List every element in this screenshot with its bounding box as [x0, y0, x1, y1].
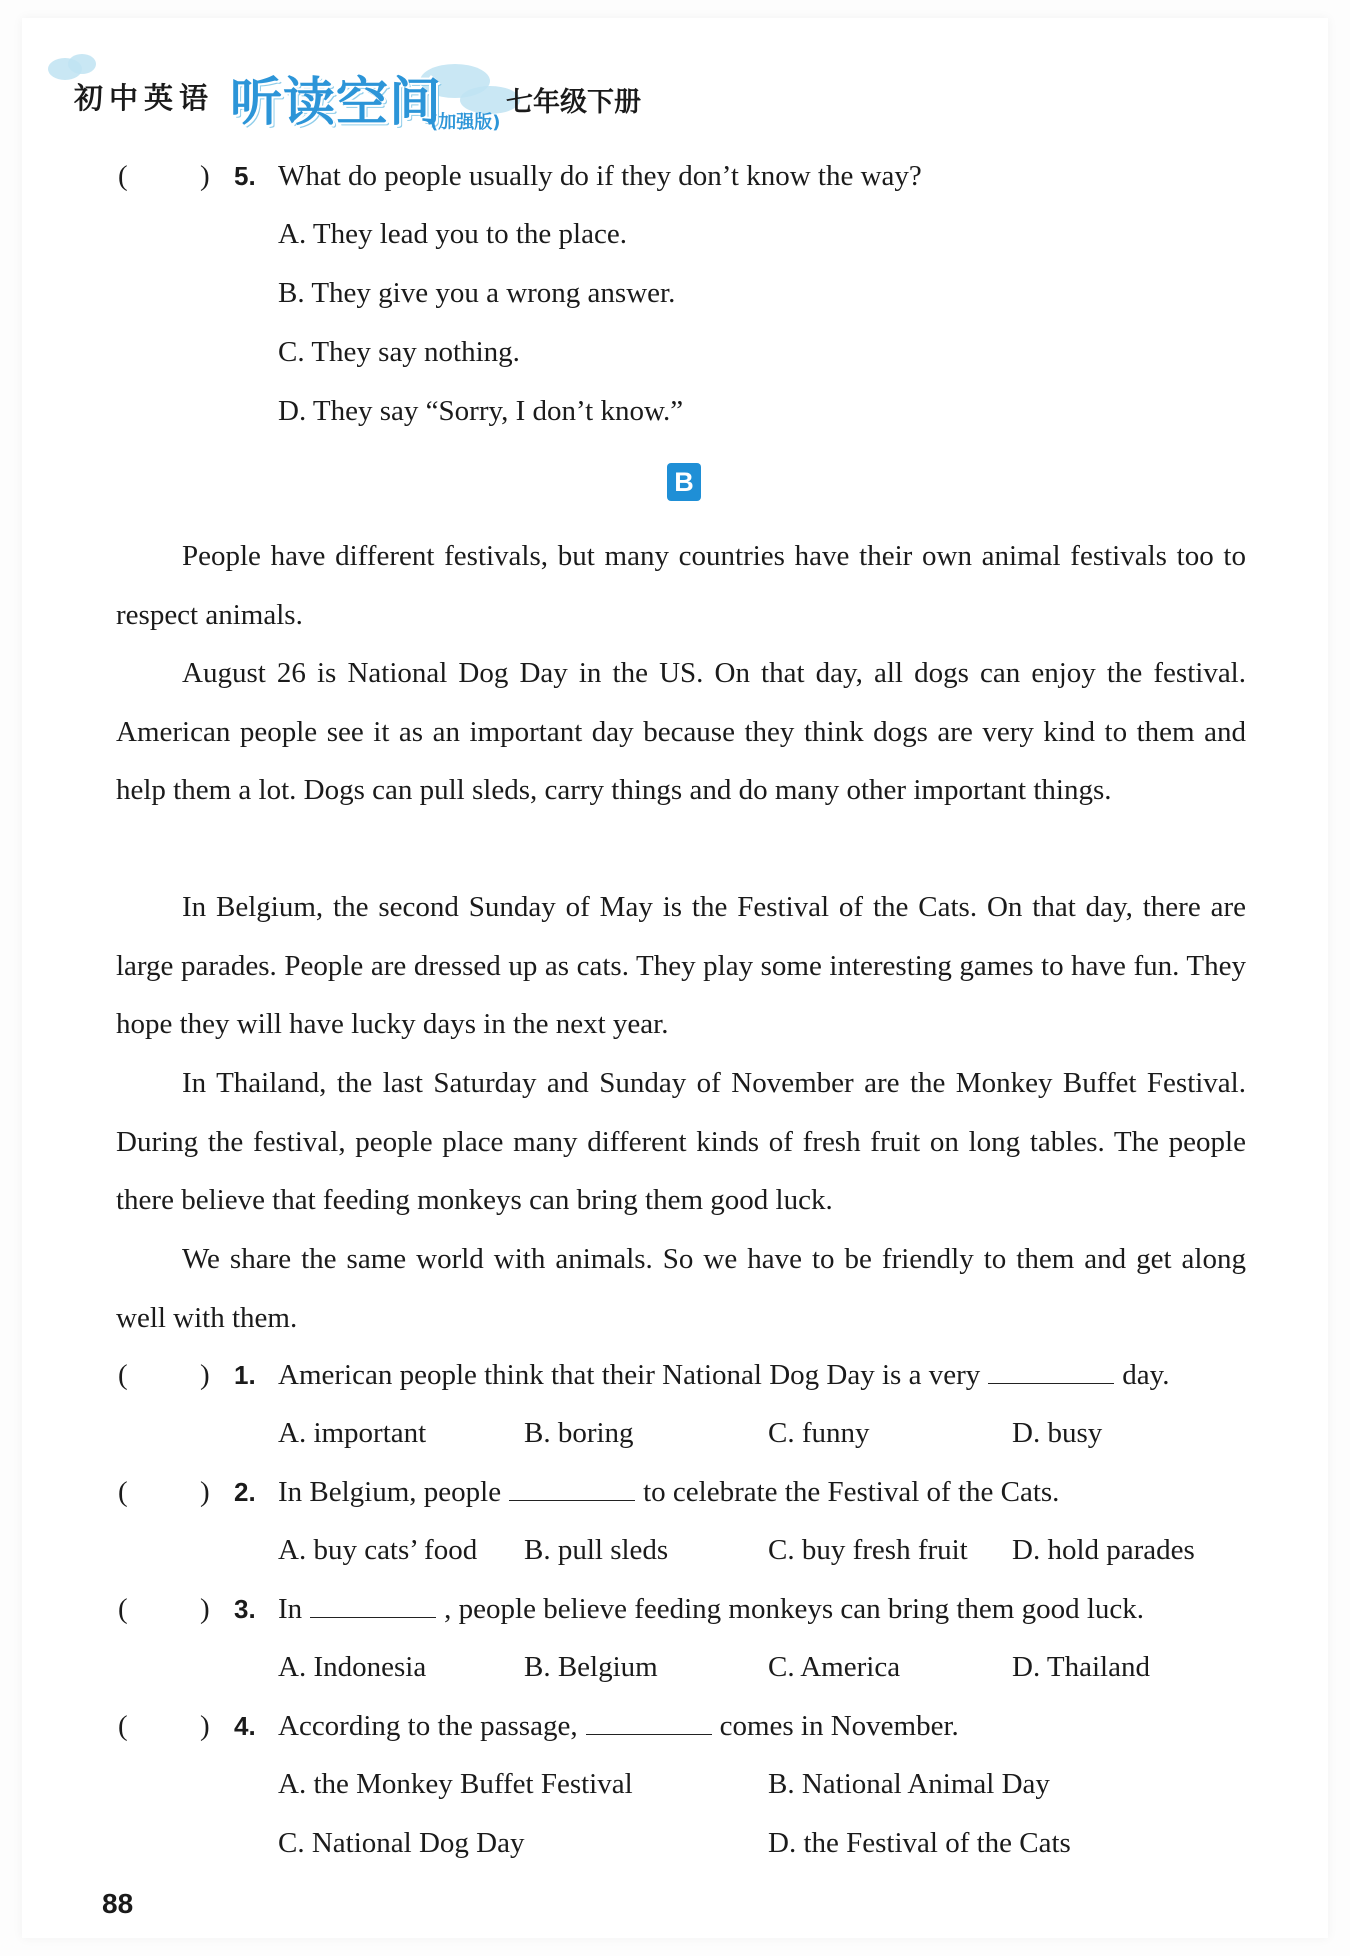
- option-b: B. National Animal Day: [768, 1768, 1050, 1800]
- answer-bracket-open: (: [118, 1359, 128, 1391]
- edition-label: (加强版): [430, 112, 501, 133]
- passage-paragraph: People have different festivals, but many countries have their own animal festivals too to respect animals.: [116, 540, 1246, 631]
- grade-label: 七年级下册: [506, 87, 641, 118]
- question-text: , people believe feeding monkeys can bring them good luck.: [444, 1593, 1144, 1625]
- question-text: What do people usually do if they don’t know the way?: [278, 160, 922, 192]
- cloud-decoration: [68, 54, 96, 74]
- option-b: B. boring: [524, 1417, 634, 1449]
- option-d: D. busy: [1012, 1417, 1103, 1449]
- passage-paragraph: In Belgium, the second Sunday of May is the Festival of the Cats. On that day, there are large parades. People are dressed up as cats. They play some interesting games to have fun. They hope they will have lucky days in the next year.: [116, 891, 1246, 1041]
- answer-bracket-close: ): [200, 160, 210, 192]
- option-a: A. They lead you to the place.: [278, 218, 627, 250]
- option-b: B. pull sleds: [524, 1534, 669, 1566]
- passage-paragraph: We share the same world with animals. So we have to be friendly to them and get along well with them.: [116, 1243, 1246, 1334]
- answer-bracket-close: ): [200, 1476, 210, 1508]
- answer-bracket-open: (: [118, 1710, 128, 1742]
- question-text: day.: [1122, 1359, 1170, 1391]
- answer-blank[interactable]: [988, 1355, 1114, 1384]
- question-number: 4.: [234, 1711, 256, 1741]
- question-text: In Belgium, people: [278, 1476, 502, 1508]
- question-text: According to the passage,: [278, 1710, 578, 1742]
- question-text: American people think that their National Dog Day is a very: [278, 1359, 981, 1391]
- brand-logo-text: 听读空间: [230, 73, 443, 133]
- question-number: 2.: [234, 1477, 256, 1507]
- answer-blank[interactable]: [310, 1589, 436, 1618]
- question-text: In: [278, 1593, 303, 1625]
- option-d: D. the Festival of the Cats: [768, 1827, 1071, 1859]
- answer-blank[interactable]: [509, 1472, 635, 1501]
- page-header: [42, 52, 742, 142]
- option-a: A. Indonesia: [278, 1651, 427, 1683]
- option-c: C. buy fresh fruit: [768, 1534, 968, 1566]
- option-c: C. America: [768, 1651, 901, 1683]
- option-d: D. They say “Sorry, I don’t know.”: [278, 395, 684, 427]
- passage-paragraph: In Thailand, the last Saturday and Sunday of November are the Monkey Buffet Festival. During the festival, people place many different kinds of fresh fruit on long tables. The people there believe that feeding monkeys can bring them good luck.: [116, 1067, 1246, 1217]
- passage-paragraph: August 26 is National Dog Day in the US. On that day, all dogs can enjoy the festival. American people see it as an important day because they think dogs are very kind to them and help them a lot. Dogs can pull sleds, carry things and do many other important things.: [116, 657, 1246, 807]
- option-d: D. hold parades: [1012, 1534, 1195, 1566]
- option-d: D. Thailand: [1012, 1651, 1150, 1683]
- option-c: C. National Dog Day: [278, 1827, 525, 1859]
- series-title: 初中英语: [74, 81, 215, 115]
- question-text: comes in November.: [719, 1710, 959, 1742]
- option-a: A. the Monkey Buffet Festival: [278, 1768, 633, 1800]
- page-number: 88: [102, 1888, 134, 1919]
- option-b: B. They give you a wrong answer.: [278, 277, 676, 309]
- answer-bracket-close: ): [200, 1593, 210, 1625]
- question-number: 1.: [234, 1360, 256, 1390]
- question-text: to celebrate the Festival of the Cats.: [643, 1476, 1060, 1508]
- answer-bracket-open: (: [118, 1593, 128, 1625]
- answer-bracket-close: ): [200, 1710, 210, 1742]
- answer-bracket-open: (: [118, 1476, 128, 1508]
- answer-bracket-open: (: [118, 160, 128, 192]
- section-b-badge: B: [667, 463, 701, 501]
- question-number: 3.: [234, 1594, 256, 1624]
- question-number: 5.: [234, 161, 256, 191]
- option-c: C. They say nothing.: [278, 336, 520, 368]
- option-c: C. funny: [768, 1417, 870, 1449]
- option-a: A. important: [278, 1417, 427, 1449]
- answer-bracket-close: ): [200, 1359, 210, 1391]
- option-b: B. Belgium: [524, 1651, 658, 1683]
- answer-blank[interactable]: [586, 1706, 712, 1735]
- option-a: A. buy cats’ food: [278, 1534, 478, 1566]
